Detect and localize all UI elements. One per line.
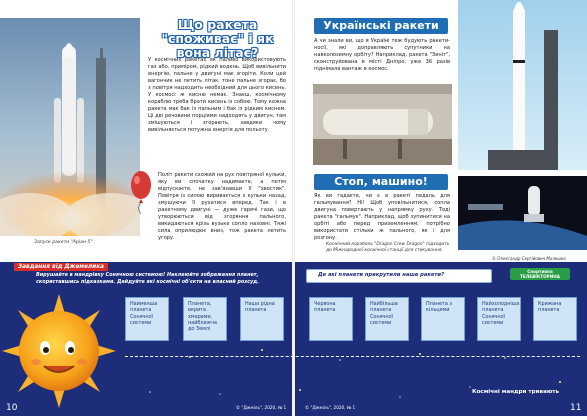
planet-cell-8[interactable]: Крижана планета <box>533 297 577 341</box>
footer-left: © "Джміль", 2020, № 1 <box>236 405 287 410</box>
braking-text: Як ви гадаєте, чи є в ракеті педаль для гальмування? Ні! Щоб уповільнитися, сопла двигуна повертають у напрямку руху. Тоді ракета "гальмує". Наприклад, щоб зупинитися на орбіті або перед приземленням, потрібно використати стільки ж пального, як і для розгону. <box>314 193 450 241</box>
page-number-left: 10 <box>6 403 18 413</box>
section-title-ukrainian-rockets: Українські ракети <box>314 18 448 34</box>
planet-cell-1[interactable]: Найменша планета Сонячної системи <box>125 297 169 341</box>
planet-cell-6[interactable]: Планета з кільцями <box>421 297 465 341</box>
planet-cell-7[interactable]: Найхолодніша планета Сонячної системи <box>477 297 521 341</box>
page-number-right: 11 <box>570 403 582 413</box>
quiz-badge: Спортивна ТЕЛЕВІКТОРИНА <box>510 268 570 280</box>
planet-cell-4[interactable]: Червона планета <box>309 297 353 341</box>
photo-credit: © Олександр Сергійович Малешко <box>492 256 566 261</box>
planet-cell-5[interactable]: Найбільша планета Сонячної системи <box>365 297 409 341</box>
page-gutter <box>292 0 295 416</box>
footer-right: © "Джміль", 2020, № 1 <box>305 405 356 410</box>
zenit-rocket-photo <box>313 84 452 165</box>
rocket-launch-photo <box>0 18 140 236</box>
balloon-illustration <box>128 170 154 214</box>
section-title-stop-engine: Стоп, машино! <box>314 174 448 190</box>
docking-note: Космічний корабель "Dragon Crew Dragon" підходить до Міжнародної космічної станції для стикування. <box>326 242 450 253</box>
spacex-rocket-photo <box>458 0 587 170</box>
flight-paragraph: Політ ракети схожий на рух повітряної кульки, яку ви спочатку надимаєте, а потім відпускаєте, не зав'язавши її "хвостик". Повітря із силою виривається з кульки назад, змушуючи її рухатися вперед. Так і в ракетному двигуні — дуже гарячі гази, що утворюються від згоряння пального, викидаються крізь вузьке сопло назовні. Тяжі сила оприлюдює вниз, тож ракета летить угору. <box>158 172 286 241</box>
planet-cell-2[interactable]: Планета, вкрита хмарами, найближча до Землі <box>183 297 227 341</box>
spacecraft-docking-photo <box>458 176 587 250</box>
orbit-line <box>125 356 580 358</box>
question-text: Де які планети прикрутили наше ракети? <box>318 272 445 278</box>
series-label: Космічні мандри тривають <box>472 389 560 395</box>
page-title: Що ракета "споживає" і як вона літає? <box>161 17 274 60</box>
task-label: Завдання від Джемелика <box>14 263 108 271</box>
sun-illustration <box>0 292 118 410</box>
photo-caption: Запуск ракети "Аріан-5" <box>34 240 93 245</box>
task-instruction: Вирушайте в мандрівку Сонячною системою! Наклеюйте зображення планет, скориставшись підказками. Дайдуйте які космічні об'єкти на власний розсуд. <box>36 272 259 285</box>
ukrainian-rockets-text: А чи знали ви, що в Україні теж будують ракети-носії, які доправляють супутники на навколоземну орбіту? Наприклад, ракета "Зеніт", сконструйована в місті Дніпро, уже 36 разів піднімала вантаж в космос. <box>314 38 450 72</box>
intro-paragraph: У космічних ракетах як паливо використовують газ або, приміром, рідкий водень. Щоб вивільнити енергію, пальне у двигуні має згоріти. Коли цей вагончик не летить літак, тоне пальне згорає, бо з повітря надходить необхідний для цього кисень. У космосі ж кисню немає. Знаєш, космічному кораблю треба брати кисень із собою. Тому кожна ракета має бак із пальним і бак із рідким киснем. Ці дві речовини порціями надходять у двигун, там змішуються і згорають, завдяки чому вивільняється потужна енергія для польоту. <box>148 57 286 133</box>
planet-cell-3[interactable]: Наша рідна планета <box>240 297 284 341</box>
